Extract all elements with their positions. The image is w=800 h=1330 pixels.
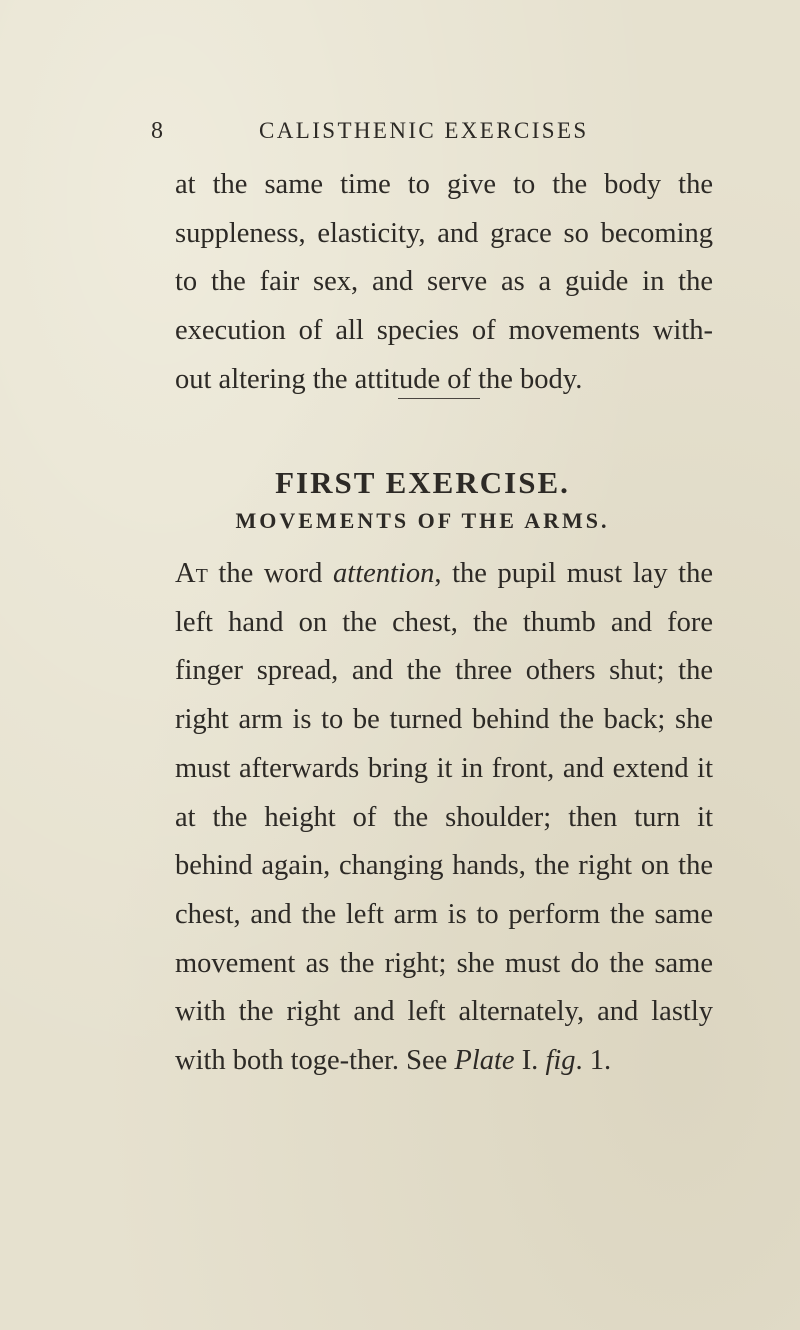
exercise-paragraph xyxy=(175,550,713,1086)
first-word: At xyxy=(175,558,208,589)
exercise-text-1: the word xyxy=(207,558,334,589)
page-number: 8 xyxy=(151,118,163,144)
exercise-text-4: . 1. xyxy=(575,1045,612,1077)
section-subheading: MOVEMENTS OF THE ARMS. xyxy=(235,508,610,533)
section-heading: FIRST EXERCISE. xyxy=(275,465,570,500)
section-divider xyxy=(398,398,480,399)
exercise-text-3: I. xyxy=(514,1045,546,1077)
exercise-text-2: , the pupil must lay the left hand on the chest, the thumb and fore finger spread, and the three others shut; the right arm is to be turned behind the back; she must afterwards bring it in front, and extend it at the height of the shoulder; then turn it behind again, changing hands, the right on the chest, and the left arm is to perform the same movement as the right; she must do the same with the right and left alternately, and lastly with both toge-ther. See xyxy=(175,558,713,1077)
emphasis-fig: fig xyxy=(545,1045,576,1077)
emphasis-attention: attention xyxy=(333,558,435,589)
intro-paragraph: at the same time to give to the body the suppleness, elasticity, and grace so becoming to the fair sex, and serve as a guide in the execution of all species of movements with-out altering the attitude of the body. xyxy=(175,169,713,395)
emphasis-plate: Plate xyxy=(454,1045,515,1077)
running-title: CALISTHENIC EXERCISES xyxy=(259,118,589,143)
